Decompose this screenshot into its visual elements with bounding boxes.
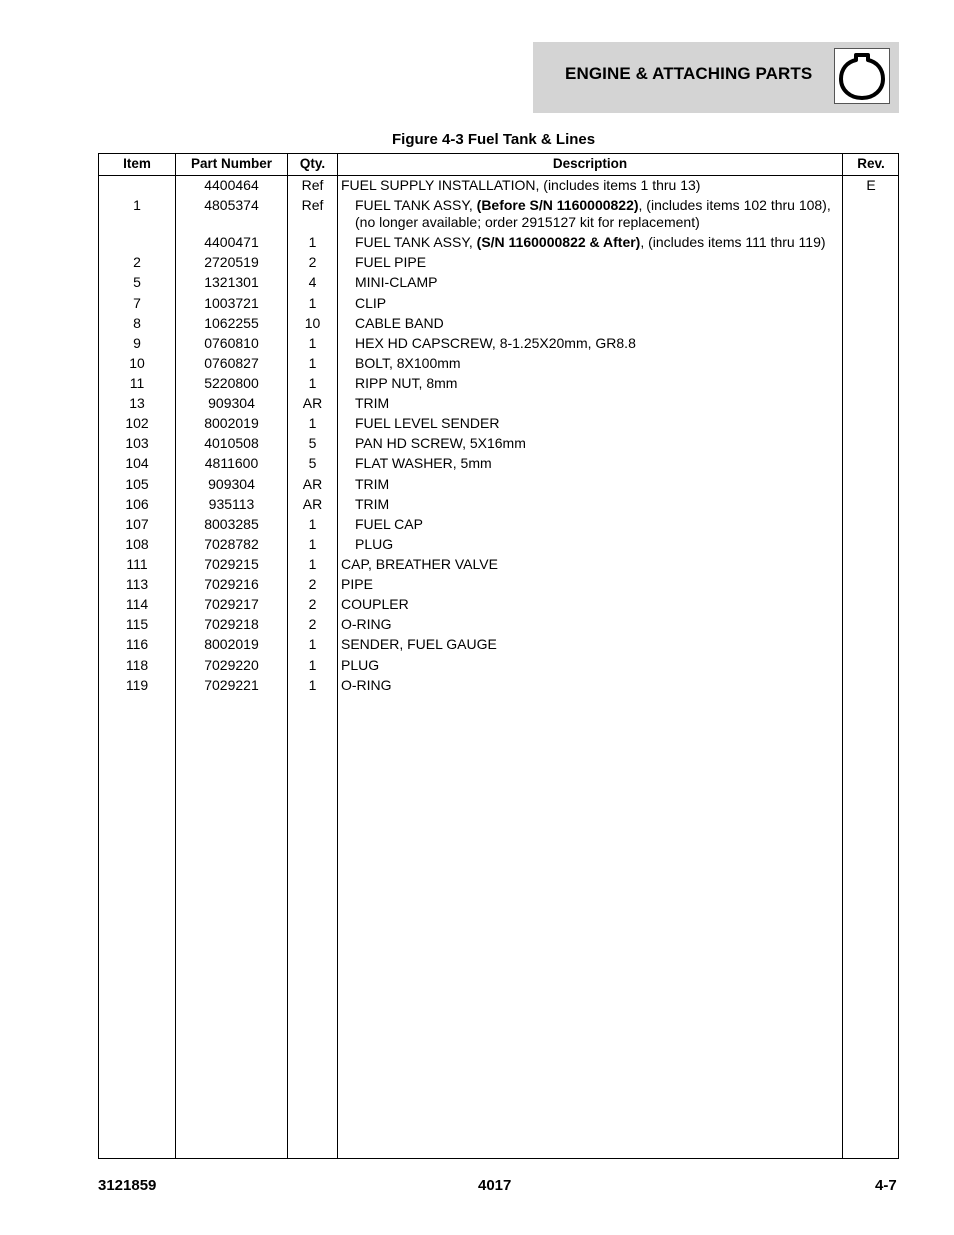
column-header-part-number: Part Number bbox=[190, 156, 273, 171]
cell-quantity: 1 bbox=[308, 295, 317, 311]
description-text: CAP, BREATHER VALVE bbox=[341, 556, 498, 572]
section-title: ENGINE & ATTACHING PARTS bbox=[565, 64, 813, 83]
cell-quantity: 4 bbox=[308, 274, 317, 290]
cell-item-number: 13 bbox=[129, 395, 145, 411]
cell-description bbox=[355, 375, 457, 392]
cell-quantity: 2 bbox=[308, 254, 317, 270]
cell-item-number: 111 bbox=[126, 556, 148, 572]
cell-quantity: 1 bbox=[308, 657, 317, 673]
column-header-rev: Rev. bbox=[857, 156, 885, 171]
cell-item-number: 115 bbox=[125, 616, 149, 632]
cell-item-number: 102 bbox=[125, 415, 149, 431]
column-header-item: Item bbox=[123, 156, 151, 171]
description-text: FUEL LEVEL SENDER bbox=[355, 415, 500, 431]
description-text: SENDER, FUEL GAUGE bbox=[341, 636, 497, 652]
description-text: PLUG bbox=[355, 536, 394, 552]
cell-item-number: 10 bbox=[129, 355, 145, 371]
cell-part-number: 7028782 bbox=[204, 536, 259, 552]
cell-part-number: 1062255 bbox=[204, 315, 259, 331]
description-text: FLAT WASHER, 5mm bbox=[355, 455, 492, 471]
description-text: PLUG bbox=[341, 657, 380, 673]
cell-quantity: 1 bbox=[308, 355, 317, 371]
description-text: CABLE BAND bbox=[355, 315, 444, 331]
cell-item-number: 11 bbox=[129, 375, 145, 391]
cell-revision: E bbox=[866, 177, 876, 193]
description-text: PAN HD SCREW, 5X16mm bbox=[355, 435, 526, 451]
cell-item-number: 107 bbox=[125, 516, 149, 532]
section-header bbox=[533, 42, 899, 113]
cell-description bbox=[355, 295, 386, 312]
description-text: TRIM bbox=[355, 395, 390, 411]
cell-description bbox=[355, 197, 831, 231]
cell-part-number: 8002019 bbox=[204, 415, 259, 431]
cell-item-number: 119 bbox=[125, 677, 149, 693]
cell-description bbox=[355, 516, 423, 533]
cell-quantity: 1 bbox=[308, 234, 317, 250]
cell-item-number: 8 bbox=[133, 315, 141, 331]
cell-item-number: 114 bbox=[125, 596, 149, 612]
cell-quantity: AR bbox=[302, 476, 323, 492]
cell-part-number: 7029220 bbox=[204, 657, 259, 673]
engine-icon bbox=[834, 48, 890, 104]
cell-item-number: 106 bbox=[125, 496, 149, 512]
cell-quantity: 2 bbox=[308, 576, 317, 592]
cell-quantity: 1 bbox=[308, 677, 317, 693]
cell-part-number: 4400464 bbox=[204, 177, 259, 193]
cell-description bbox=[355, 435, 526, 452]
cell-description bbox=[341, 576, 373, 593]
description-text: PIPE bbox=[341, 576, 373, 592]
description-note: (no longer available; order 2915127 kit for replacement) bbox=[355, 214, 700, 230]
cell-quantity: 1 bbox=[308, 375, 317, 391]
cell-description bbox=[341, 636, 497, 653]
cell-description bbox=[355, 496, 389, 513]
description-text: FUEL TANK ASSY, bbox=[355, 234, 477, 250]
cell-part-number: 8002019 bbox=[204, 636, 259, 652]
cell-part-number: 909304 bbox=[208, 395, 255, 411]
cell-part-number: 5220800 bbox=[204, 375, 259, 391]
cell-quantity: AR bbox=[302, 496, 323, 512]
cell-part-number: 0760827 bbox=[204, 355, 259, 371]
parts-table bbox=[98, 153, 899, 1159]
cell-quantity: Ref bbox=[301, 177, 324, 193]
description-text: TRIM bbox=[355, 496, 390, 512]
cell-item-number: 116 bbox=[125, 636, 149, 652]
cell-quantity: 1 bbox=[308, 415, 317, 431]
description-serial-range: (S/N 1160000822 & After) bbox=[476, 234, 641, 250]
cell-description bbox=[355, 536, 393, 553]
cell-quantity: 1 bbox=[308, 335, 317, 351]
cell-description bbox=[355, 476, 389, 493]
description-text: O-RING bbox=[341, 616, 392, 632]
cell-item-number: 9 bbox=[133, 335, 141, 351]
description-text-continued: , (includes items 102 thru 108), bbox=[638, 197, 831, 213]
cell-part-number: 7029218 bbox=[204, 616, 259, 632]
cell-item-number: 7 bbox=[133, 295, 141, 311]
cell-description bbox=[355, 274, 437, 291]
cell-part-number: 4010508 bbox=[204, 435, 259, 451]
description-text: RIPP NUT, 8mm bbox=[355, 375, 458, 391]
cell-item-number: 5 bbox=[133, 274, 141, 290]
cell-part-number: 2720519 bbox=[204, 254, 259, 270]
cell-item-number: 105 bbox=[125, 476, 149, 492]
cell-description bbox=[355, 335, 636, 352]
cell-description bbox=[341, 177, 700, 194]
cell-description bbox=[355, 415, 499, 432]
cell-description bbox=[341, 657, 379, 674]
cell-part-number: 7029217 bbox=[204, 596, 259, 612]
column-header-description: Description bbox=[552, 156, 628, 171]
footer-page-number: 4-7 bbox=[875, 1177, 897, 1194]
cell-part-number: 7029221 bbox=[204, 677, 259, 693]
description-text: FUEL SUPPLY INSTALLATION, (includes items 1 thru 13) bbox=[341, 177, 701, 193]
cell-quantity: 5 bbox=[308, 435, 317, 451]
cell-description bbox=[341, 677, 392, 694]
cell-part-number: 8003285 bbox=[204, 516, 259, 532]
cell-description bbox=[355, 234, 826, 251]
footer-model: 4017 bbox=[478, 1177, 512, 1194]
cell-item-number: 103 bbox=[125, 435, 149, 451]
cell-item-number: 1 bbox=[133, 197, 141, 213]
description-text: FUEL CAP bbox=[355, 516, 423, 532]
cell-description bbox=[355, 455, 492, 472]
cell-part-number: 4811600 bbox=[204, 455, 259, 471]
footer-doc-number: 3121859 bbox=[98, 1177, 157, 1194]
cell-quantity: AR bbox=[302, 395, 323, 411]
description-text: HEX HD CAPSCREW, 8-1.25X20mm, GR8.8 bbox=[355, 335, 636, 351]
cell-quantity: 10 bbox=[304, 315, 321, 331]
cell-description bbox=[355, 395, 389, 412]
cell-item-number: 108 bbox=[125, 536, 149, 552]
cell-item-number: 104 bbox=[125, 455, 149, 471]
cell-item-number: 113 bbox=[125, 576, 149, 592]
description-serial-range: (Before S/N 1160000822) bbox=[476, 197, 639, 213]
cell-item-number: 2 bbox=[133, 254, 141, 270]
description-text: O-RING bbox=[341, 677, 392, 693]
cell-quantity: 1 bbox=[308, 636, 317, 652]
cell-quantity: 2 bbox=[308, 616, 317, 632]
cell-part-number: 4805374 bbox=[204, 197, 259, 213]
cell-description bbox=[355, 355, 461, 372]
cell-part-number: 909304 bbox=[208, 476, 255, 492]
description-text: FUEL TANK ASSY, bbox=[355, 197, 477, 213]
cell-quantity: 1 bbox=[308, 516, 317, 532]
cell-quantity: 1 bbox=[308, 556, 317, 572]
cell-quantity: 1 bbox=[308, 536, 317, 552]
description-text-continued: , (includes items 111 thru 119) bbox=[640, 234, 826, 250]
column-header-qty: Qty. bbox=[299, 156, 326, 171]
cell-part-number: 1003721 bbox=[204, 295, 259, 311]
cell-part-number: 7029216 bbox=[204, 576, 259, 592]
cell-description bbox=[341, 556, 498, 573]
description-text: CLIP bbox=[355, 295, 387, 311]
cell-quantity: 5 bbox=[308, 455, 317, 471]
cell-quantity: 2 bbox=[308, 596, 317, 612]
description-text: FUEL PIPE bbox=[355, 254, 427, 270]
cell-part-number: 935113 bbox=[208, 496, 255, 512]
description-text: COUPLER bbox=[341, 596, 409, 612]
cell-part-number: 7029215 bbox=[204, 556, 259, 572]
cell-part-number: 0760810 bbox=[204, 335, 259, 351]
cell-description bbox=[341, 616, 392, 633]
figure-title: Figure 4-3 Fuel Tank & Lines bbox=[392, 131, 596, 148]
cell-description bbox=[355, 254, 426, 271]
cell-item-number: 118 bbox=[125, 657, 149, 673]
description-text: MINI-CLAMP bbox=[355, 274, 438, 290]
description-text: TRIM bbox=[355, 476, 390, 492]
cell-description bbox=[355, 315, 444, 332]
cell-description bbox=[341, 596, 409, 613]
cell-part-number: 1321301 bbox=[204, 274, 259, 290]
description-text: BOLT, 8X100mm bbox=[355, 355, 461, 371]
cell-part-number: 4400471 bbox=[204, 234, 259, 250]
cell-quantity: Ref bbox=[301, 197, 324, 213]
